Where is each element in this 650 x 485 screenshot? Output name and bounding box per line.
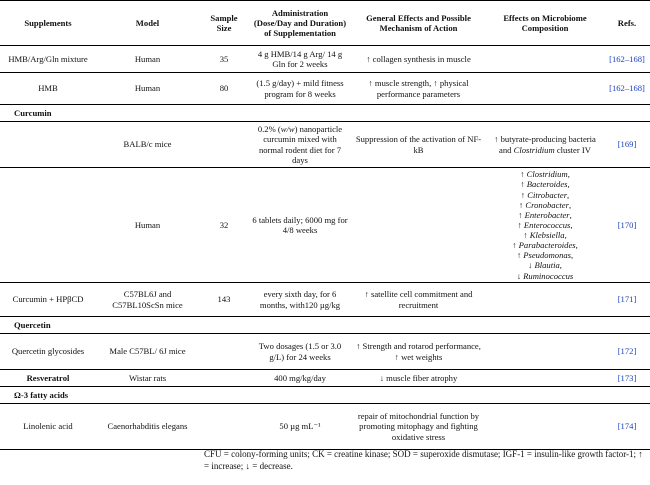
table-row	[0, 404, 650, 450]
cell-effects: Suppression of the activation of NF-kB	[351, 122, 486, 168]
cell-sample-size: 35	[199, 46, 249, 73]
microbiome-item: ↑ Enterococcus,	[517, 219, 573, 230]
cell-effects: ↑ muscle strength, ↑ physical performance parameters	[351, 73, 486, 105]
header-microbiome: Effects on Microbiome Composition	[486, 1, 604, 46]
table-header-row	[0, 1, 650, 46]
cell-refs[interactable]	[604, 370, 650, 387]
table-row	[0, 283, 650, 317]
header-administration: Administration (Dose/Day and Duration) of Supplementation	[249, 1, 351, 46]
microbiome-item: ↑ Parabacteroides,	[512, 240, 578, 251]
table-row	[0, 46, 650, 73]
cell-effects: repair of mitochondrial function by promoting mitophagy and fighting oxidative stress	[351, 404, 486, 450]
cell-model: Human	[96, 73, 199, 105]
microbiome-item: ↑ Klebsiella,	[523, 230, 567, 241]
reference-link[interactable]: [172]	[617, 346, 637, 357]
cell-sample-size: 32	[199, 168, 249, 283]
reference-link[interactable]: [162–168]	[609, 83, 645, 94]
section-label: Ω-3 fatty acids	[0, 387, 650, 404]
cell-refs[interactable]	[604, 334, 650, 370]
cell-model: C57BL6J and C57BL10ScSn mice	[96, 283, 199, 317]
cell-administration: 400 mg/kg/day	[249, 370, 351, 387]
cell-microbiome	[486, 168, 604, 283]
cell-supplement: Linolenic acid	[0, 404, 96, 450]
cell-administration: 50 µg mL⁻¹	[249, 404, 351, 450]
header-model: Model	[96, 1, 199, 46]
section-row	[0, 317, 650, 334]
section-row	[0, 105, 650, 122]
cell-effects: ↑ collagen synthesis in muscle	[351, 46, 486, 73]
cell-model: Human	[96, 168, 199, 283]
cell-model: Human	[96, 46, 199, 73]
cell-supplement	[0, 168, 96, 283]
cell-microbiome	[486, 283, 604, 317]
cell-model: Wistar rats	[96, 370, 199, 387]
microbiome-item: ↑ Clostridium,	[520, 169, 570, 180]
reference-link[interactable]: [170]	[617, 219, 637, 230]
cell-administration: 6 tablets daily; 6000 mg for 4/8 weeks	[249, 168, 351, 283]
microbiome-item: ↓ Blautia,	[528, 260, 562, 271]
reference-link[interactable]: [171]	[617, 294, 637, 305]
cell-microbiome	[486, 46, 604, 73]
cell-sample-size	[199, 404, 249, 450]
table-row	[0, 370, 650, 387]
cell-refs[interactable]	[604, 283, 650, 317]
cell-sample-size	[199, 122, 249, 168]
section-row	[0, 387, 650, 404]
reference-link[interactable]: [162–168]	[609, 53, 645, 64]
cell-effects: ↑ satellite cell commitment and recruitment	[351, 283, 486, 317]
microbiome-item: ↑ Enterobacter,	[518, 209, 572, 220]
table-row	[0, 73, 650, 105]
cell-administration: every sixth day, for 6 months, with120 µg/kg	[249, 283, 351, 317]
cell-sample-size: 80	[199, 73, 249, 105]
reference-link[interactable]: [173]	[617, 372, 637, 383]
cell-refs[interactable]	[604, 168, 650, 283]
cell-supplement: Resveratrol	[0, 370, 96, 387]
cell-microbiome	[486, 404, 604, 450]
section-label: Quercetin	[0, 317, 650, 334]
cell-supplement: Curcumin + HPβCD	[0, 283, 96, 317]
cell-effects	[351, 168, 486, 283]
header-refs: Refs.	[604, 1, 650, 46]
microbiome-item: ↑ Cronobacter,	[518, 199, 572, 210]
cell-administration: 0.2% (w/w) nanoparticle curcumin mixed with normal rodent diet for 7 days	[249, 122, 351, 168]
cell-sample-size	[199, 370, 249, 387]
microbiome-item: ↑ Bacteroides,	[520, 179, 570, 190]
cell-refs[interactable]	[604, 404, 650, 450]
table-row	[0, 168, 650, 283]
reference-link[interactable]: [174]	[617, 421, 637, 432]
cell-administration: Two dosages (1.5 or 3.0 g/L) for 24 weeks	[249, 334, 351, 370]
cell-sample-size: 143	[199, 283, 249, 317]
cell-supplement: HMB/Arg/Gln mixture	[0, 46, 96, 73]
header-effects: General Effects and Possible Mechanism of Action	[351, 1, 486, 46]
cell-supplement: HMB	[0, 73, 96, 105]
cell-refs[interactable]	[604, 73, 650, 105]
table-row	[0, 122, 650, 168]
cell-sample-size	[199, 334, 249, 370]
cell-microbiome	[486, 73, 604, 105]
table-footnote: CFU = colony-forming units; CK = creatine kinase; SOD = superoxide dismutase; IGF-1 = insulin-like growth factor-1; ↑ = increase; ↓ = decrease.	[204, 449, 643, 471]
cell-microbiome: ↑ butyrate-producing bacteria and Clostridium cluster IV	[486, 122, 604, 168]
cell-model: Male C57BL/ 6J mice	[96, 334, 199, 370]
cell-model: Caenorhabditis elegans	[96, 404, 199, 450]
cell-refs[interactable]	[604, 122, 650, 168]
cell-refs[interactable]	[604, 46, 650, 73]
cell-supplement	[0, 122, 96, 168]
cell-administration: 4 g HMB/14 g Arg/ 14 g Gln for 2 weeks	[249, 46, 351, 73]
cell-model: BALB/c mice	[96, 122, 199, 168]
section-label: Curcumin	[0, 105, 650, 122]
table-row	[0, 334, 650, 370]
reference-link[interactable]: [169]	[617, 139, 637, 150]
cell-supplement: Quercetin glycosides	[0, 334, 96, 370]
header-supplements: Supplements	[0, 1, 96, 46]
microbiome-item: ↓ Ruminococcus	[516, 270, 574, 281]
cell-administration: (1.5 g/day) + mild fitness program for 8 weeks	[249, 73, 351, 105]
cell-microbiome	[486, 370, 604, 387]
cell-effects: ↑ Strength and rotarod performance, ↑ wet weights	[351, 334, 486, 370]
header-sample-size: Sample Size	[199, 1, 249, 46]
cell-effects: ↓ muscle fiber atrophy	[351, 370, 486, 387]
microbiome-item: ↑ Citrobacter,	[520, 189, 570, 200]
microbiome-item: ↑ Pseudomonas,	[516, 250, 574, 261]
cell-microbiome	[486, 334, 604, 370]
